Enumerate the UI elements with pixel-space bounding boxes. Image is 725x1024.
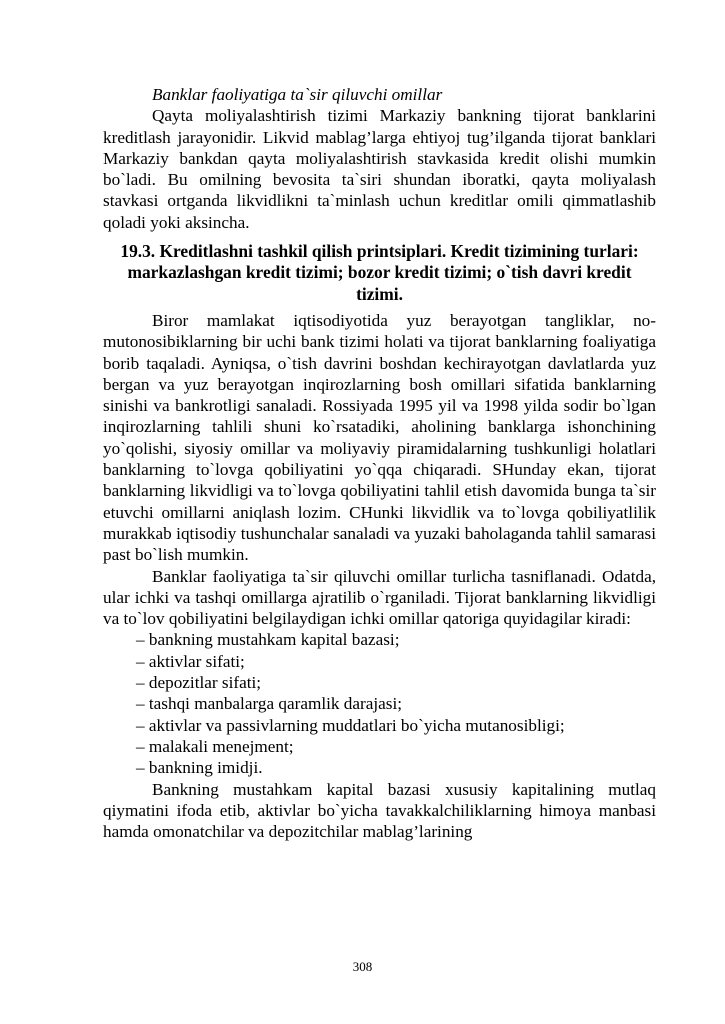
list-item: – malakali menejment; <box>136 736 294 756</box>
list-item: – bankning imidji. <box>136 758 263 778</box>
paragraph-capital: Bankning mustahkam kapital bazasi xususiy kapitalining mutlaq qiymatini ifoda etib, aktivlar bo`yicha tavakkalchiliklarning himoya manbasi hamda omonatchilar va depozitchilar mablag’larining <box>103 779 656 842</box>
list-item: – tashqi manbalarga qaramlik darajasi; <box>136 694 402 714</box>
page-number: 308 <box>352 959 373 974</box>
document-page <box>103 84 656 842</box>
paragraph-crisis: Biror mamlakat iqtisodiyotida yuz berayotgan tangliklar, no-mutonosibiklarning bir uchi bank tizimi holati va tijorat banklarning foaliyatiga borib taqaladi. Ayniqsa, o`tish davrini boshdan kechirayotgan davlatlarda yuz bergan va yuz berayotgan inqirozlarning bosh omillari sifatida banklarning sinishi va bankrotligi sanaladi. Rossiyada 1995 yil va 1998 yilda sodir bo`lgan inqirozlarning tahlili shuni ko`rsatadiki, aholining banklarga ishonchining yo`qolishi, siyosiy omillar va moliyaviy piramidalarning tushkunligi holatlari banklarning to`lovga qobiliyatini yo`qqa chiqaradi. SHunday ekan, tijorat banklarning likvidligi va to`lovga qobiliyatini tahlil etish davomida bunga ta`sir etuvchi omillarni aniqlash lozim. CHunki likvidlik va to`lovga qobiliyatlilik murakkab iqtisodiy tushunchalar sanaladi va yuzaki baholaganda tahlil samarasi past bo`lish mumkin. <box>103 310 656 565</box>
list-item: – aktivlar sifati; <box>136 651 245 671</box>
subheading: Banklar faoliyatiga ta`sir qiluvchi omillar <box>152 85 443 104</box>
list-item: – depozitlar sifati; <box>136 673 262 693</box>
paragraph-factors: Banklar faoliyatiga ta`sir qiluvchi omillar turlicha tasniflanadi. Odatda, ular ichki va tashqi omillarga ajratilib o`rganiladi. Tijorat banklarning likvidligi va to`lov qobiliyatini belgilaydigan ichki omillar qatoriga quyidagilar kiradi: <box>103 566 656 629</box>
paragraph-refinancing: Qayta moliyalashtirish tizimi Markaziy bankning tijorat banklarini kreditlash jarayonidir. Likvid mablag’larga ehtiyoj tug’ilganda tijorat banklari Markaziy bankdan qayta moliyalashtirish stavkasida kredit olishi mumkin bo`ladi. Bu omilning bevosita ta`siri shundan iboratki, qayta moliyalash stavkasi ortganda likvidlikni ta`minlash uchun kreditlar omili qimmatlashib qoladi yoki aksincha. <box>103 106 656 232</box>
list-item: – bankning mustahkam kapital bazasi; <box>136 630 400 650</box>
internal-factors-list <box>103 629 656 778</box>
list-item: – aktivlar va passivlarning muddatlari bo`yicha mutanosibligi; <box>136 715 565 735</box>
section-title: 19.3. Kreditlashni tashkil qilish printsiplari. Kredit tizimining turlari: markazlashgan kredit tizimi; bozor kredit tizimi; o`tish davri kredit tizimi. <box>120 241 639 304</box>
